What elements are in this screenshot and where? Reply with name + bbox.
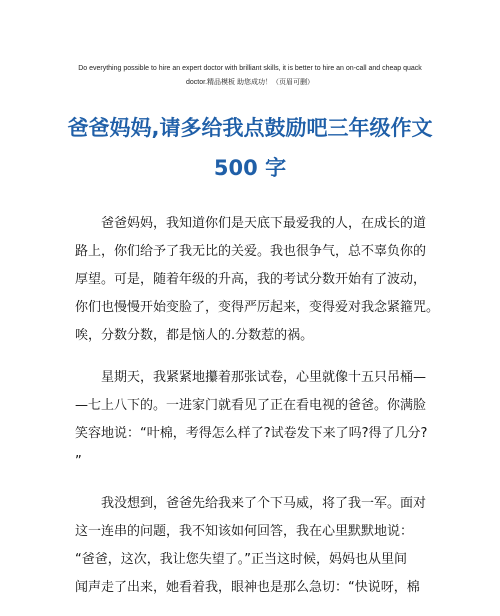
article-body [75, 210, 440, 616]
paragraph-2 [75, 364, 427, 476]
paragraph-3 [75, 490, 427, 602]
paragraph-line: “爸爸，这次，我让您失望了。”正当这时候，妈妈也从里间 [75, 552, 407, 567]
page-header [40, 62, 460, 90]
paragraph-line: 你们也慢慢开始变脸了，变得严厉起来，变得爱对我念紧箍咒。 [75, 300, 440, 315]
paragraph-line: 这一连串的问题，我不知该如何回答，我在心里默默地说： [75, 524, 414, 539]
paragraph-1 [75, 210, 440, 350]
paragraph-line: 路上，你们给予了我无比的关爱。我也很争气，总不辜负你的 [75, 244, 427, 259]
title-line-1: 爸爸妈妈,请多给我点鼓励吧三年级作文 [67, 116, 433, 140]
paragraph-line: 星期天，我紧紧地攥着那张试卷，心里就像十五只吊桶— [75, 370, 427, 385]
paragraph-line: 爸爸妈妈，我知道你们是天底下最爱我的人，在成长的道 [75, 216, 427, 231]
article-title [30, 108, 470, 188]
header-line-2: doctor.精品模板 助您成功！（页眉可删） [186, 79, 314, 86]
paragraph-line: 笑容地说：“叶棉，考得怎么样了?试卷发下来了吗?得了几分? [75, 426, 428, 441]
header-line-1: Do everything possible to hire an expert doctor with brilliant skills, it is better to hire an on-call and cheap quack [78, 65, 422, 72]
paragraph-line: 闻声走了出来，她看着我，眼神也是那么急切：“快说呀，棉 [75, 580, 420, 595]
paragraph-line: ” [75, 454, 82, 469]
paragraph-line: 我没想到，爸爸先给我来了个下马威，将了我一军。面对 [75, 496, 427, 511]
paragraph-line: 唉，分数分数，都是恼人的.分数惹的祸。 [75, 328, 314, 343]
paragraph-line: 厚望。可是，随着年级的升高，我的考试分数开始有了波动， [75, 272, 427, 287]
paragraph-line: —七上八下的。一进家门就看见了正在看电视的爸爸。你满脸 [75, 398, 427, 413]
title-line-2: 500 字 [213, 156, 287, 180]
